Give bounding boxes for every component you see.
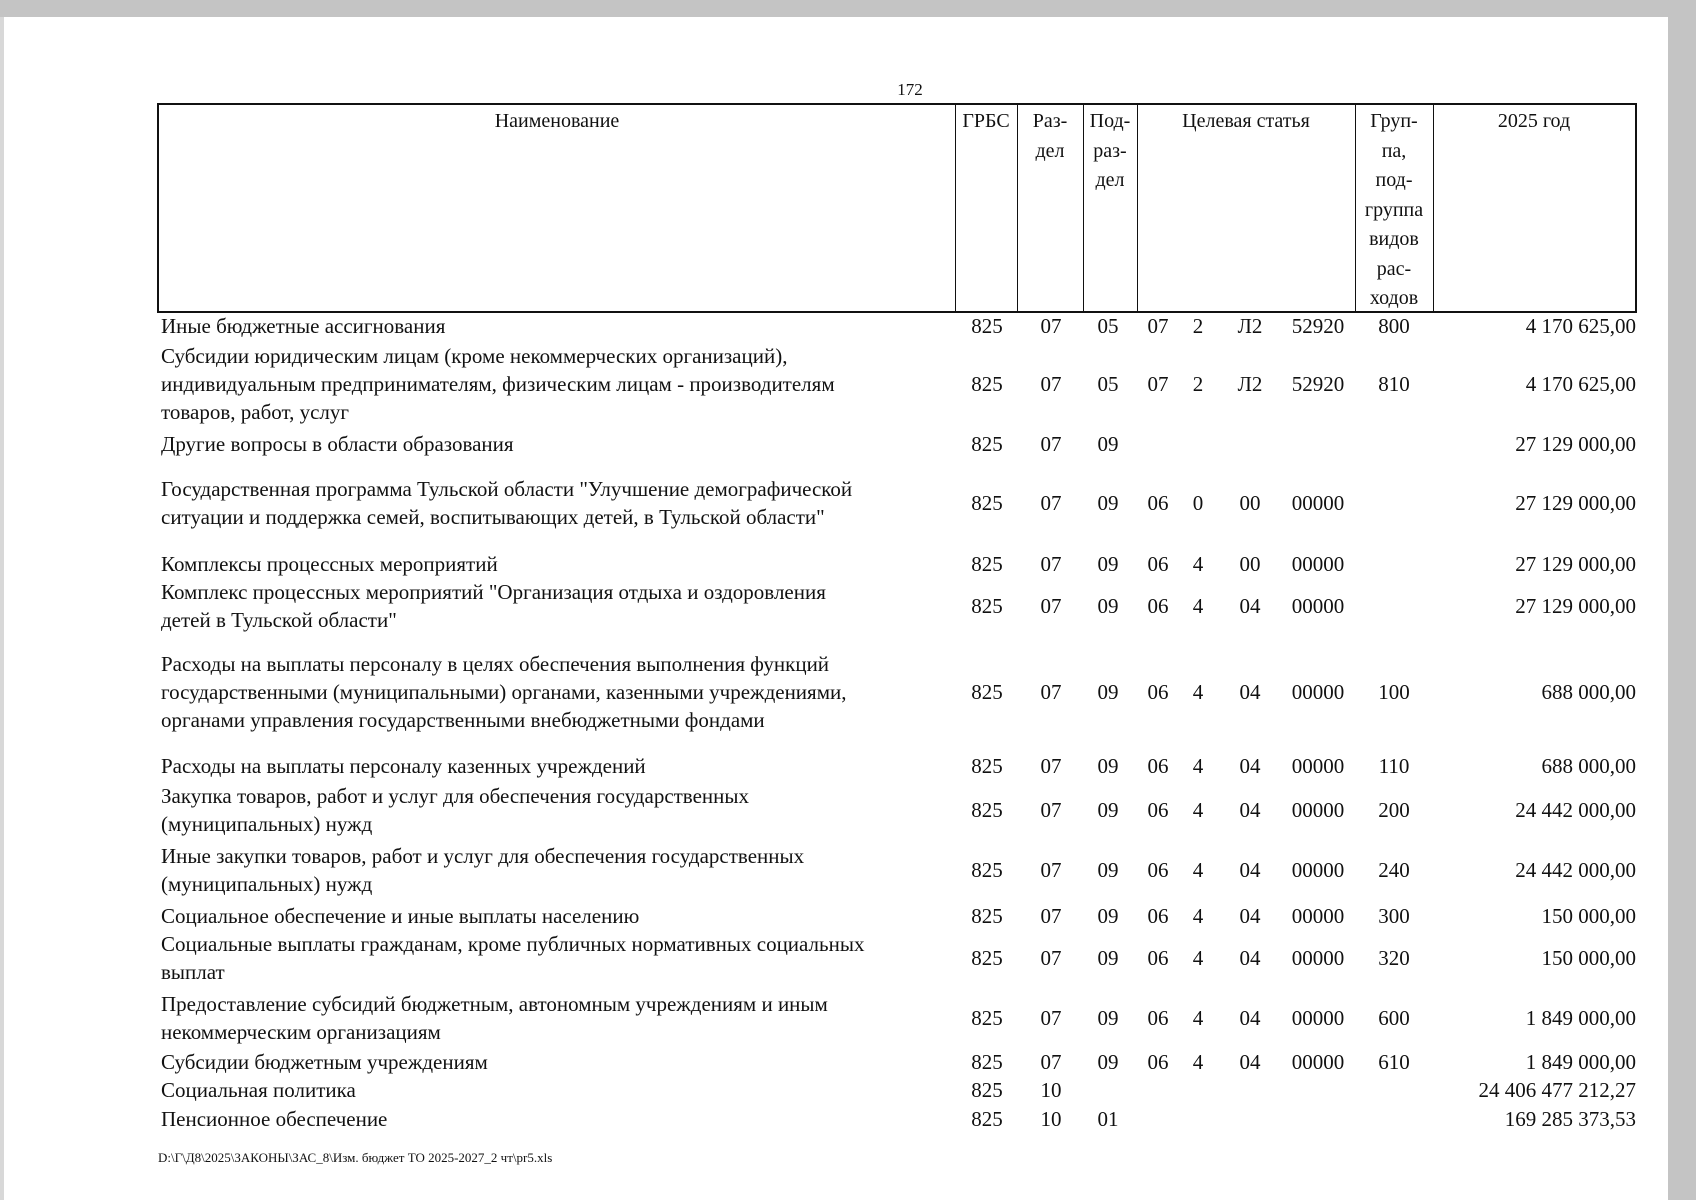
cell-amount: 688 000,00 [1541, 680, 1636, 704]
header-target-article: Целевая статья [1182, 110, 1310, 132]
cell-podrazdel: 09 [1097, 858, 1119, 882]
cell-podrazdel: 09 [1097, 946, 1119, 970]
cell-target-subprogram: 4 [1192, 594, 1204, 618]
cell-target-program: 06 [1147, 594, 1169, 618]
table-row [0, 550, 1696, 578]
table-row [0, 930, 1696, 986]
table-row [0, 475, 1696, 531]
cell-target-program: 06 [1147, 754, 1169, 778]
cell-target-direction: 52920 [1291, 314, 1345, 338]
cell-target-direction: 00000 [1291, 754, 1345, 778]
cell-target-direction: 00000 [1291, 1050, 1345, 1074]
cell-grbs: 825 [971, 858, 1003, 882]
cell-grbs: 825 [971, 372, 1003, 396]
cell-target-element: 04 [1239, 1050, 1261, 1074]
cell-razdel: 07 [1040, 754, 1062, 778]
cell-podrazdel: 09 [1097, 594, 1119, 618]
table-row [0, 1076, 1696, 1104]
cell-name: Социальные выплаты гражданам, кроме публичных нормативных социальных выплат [161, 932, 865, 984]
cell-podrazdel: 09 [1097, 432, 1119, 456]
cell-target-program: 07 [1147, 372, 1169, 396]
table-row [0, 342, 1696, 426]
table-row [0, 1105, 1696, 1133]
cell-amount: 4 170 625,00 [1525, 372, 1636, 396]
cell-grbs: 825 [971, 1050, 1003, 1074]
cell-amount: 169 285 373,53 [1504, 1107, 1636, 1131]
cell-target-direction: 00000 [1291, 946, 1345, 970]
cell-grbs: 825 [971, 432, 1003, 456]
cell-target-element: 04 [1239, 1006, 1261, 1030]
file-path-footer: D:\Г\Д8\2025\ЗАКОНЫ\ЗАС_8\Изм. бюджет ТО 2025-2027_2 чт\pr5.xls [158, 1150, 553, 1165]
cell-target-direction: 52920 [1291, 372, 1345, 396]
table-row [0, 1048, 1696, 1076]
cell-grbs: 825 [971, 798, 1003, 822]
cell-podrazdel: 09 [1097, 904, 1119, 928]
cell-target-subprogram: 4 [1192, 1050, 1204, 1074]
cell-target-element: 04 [1239, 798, 1261, 822]
cell-target-subprogram: 4 [1192, 858, 1204, 882]
cell-grbs: 825 [971, 754, 1003, 778]
cell-expense-group: 810 [1378, 372, 1410, 396]
table-row [0, 578, 1696, 634]
table-row [0, 990, 1696, 1046]
cell-target-element: 00 [1239, 552, 1261, 576]
cell-name: Государственная программа Тульской области "Улучшение демографической ситуации и поддержка семей, воспитывающих детей, в Тульской области" [161, 477, 853, 529]
table-header [157, 103, 1637, 313]
cell-name: Предоставление субсидий бюджетным, автономным учреждениям и иным некоммерческим организациям [161, 992, 828, 1044]
cell-name: Комплексы процессных мероприятий [161, 552, 498, 576]
cell-target-direction: 00000 [1291, 858, 1345, 882]
cell-expense-group: 110 [1378, 754, 1410, 778]
table-row [0, 650, 1696, 734]
cell-razdel: 07 [1040, 314, 1062, 338]
cell-name: Другие вопросы в области образования [161, 432, 514, 456]
cell-name: Субсидии бюджетным учреждениям [161, 1050, 488, 1074]
cell-target-program: 07 [1147, 314, 1169, 338]
cell-podrazdel: 09 [1097, 491, 1119, 515]
cell-amount: 24 442 000,00 [1515, 798, 1636, 822]
cell-target-program: 06 [1147, 946, 1169, 970]
cell-target-direction: 00000 [1291, 680, 1345, 704]
cell-grbs: 825 [971, 946, 1003, 970]
cell-amount: 27 129 000,00 [1515, 432, 1636, 456]
cell-target-program: 06 [1147, 798, 1169, 822]
header-podrazdel: Под- раз- дел [1089, 110, 1131, 191]
cell-target-element: Л2 [1237, 372, 1263, 396]
cell-target-direction: 00000 [1291, 1006, 1345, 1030]
cell-amount: 27 129 000,00 [1515, 594, 1636, 618]
cell-expense-group: 200 [1378, 798, 1410, 822]
cell-expense-group: 600 [1378, 1006, 1410, 1030]
cell-target-subprogram: 4 [1192, 1006, 1204, 1030]
cell-amount: 1 849 000,00 [1525, 1050, 1636, 1074]
cell-target-subprogram: 2 [1192, 314, 1204, 338]
cell-razdel: 07 [1040, 680, 1062, 704]
cell-amount: 24 406 477 212,27 [1478, 1078, 1636, 1102]
table-row [0, 902, 1696, 930]
cell-razdel: 07 [1040, 904, 1062, 928]
cell-amount: 27 129 000,00 [1515, 552, 1636, 576]
cell-expense-group: 320 [1378, 946, 1410, 970]
cell-target-program: 06 [1147, 680, 1169, 704]
table-row [0, 782, 1696, 838]
cell-amount: 1 849 000,00 [1525, 1006, 1636, 1030]
cell-target-program: 06 [1147, 491, 1169, 515]
cell-target-direction: 00000 [1291, 904, 1345, 928]
cell-podrazdel: 05 [1097, 372, 1119, 396]
cell-amount: 150 000,00 [1541, 946, 1636, 970]
cell-target-program: 06 [1147, 552, 1169, 576]
cell-target-subprogram: 4 [1192, 946, 1204, 970]
cell-grbs: 825 [971, 552, 1003, 576]
cell-grbs: 825 [971, 904, 1003, 928]
header-name: Наименование [494, 110, 620, 132]
cell-name: Расходы на выплаты персоналу в целях обеспечения выполнения функций государственными (муниципальными) органами, казенными учреждениями, органами управления государственными внебюджетными фондами [161, 652, 847, 732]
cell-podrazdel: 09 [1097, 754, 1119, 778]
cell-target-subprogram: 0 [1192, 491, 1204, 515]
cell-target-subprogram: 4 [1192, 552, 1204, 576]
header-year: 2025 год [1497, 110, 1571, 132]
cell-amount: 4 170 625,00 [1525, 314, 1636, 338]
cell-target-subprogram: 4 [1192, 754, 1204, 778]
cell-target-element: 04 [1239, 858, 1261, 882]
cell-grbs: 825 [971, 314, 1003, 338]
cell-target-element: 04 [1239, 946, 1261, 970]
cell-podrazdel: 09 [1097, 1050, 1119, 1074]
table-row [0, 752, 1696, 780]
cell-podrazdel: 05 [1097, 314, 1119, 338]
cell-expense-group: 300 [1378, 904, 1410, 928]
cell-razdel: 07 [1040, 798, 1062, 822]
cell-name: Закупка товаров, работ и услуг для обеспечения государственных (муниципальных) нужд [161, 784, 750, 836]
cell-target-direction: 00000 [1291, 552, 1345, 576]
cell-grbs: 825 [971, 680, 1003, 704]
cell-razdel: 07 [1040, 491, 1062, 515]
cell-podrazdel: 01 [1097, 1107, 1119, 1131]
cell-grbs: 825 [971, 594, 1003, 618]
cell-grbs: 825 [971, 1078, 1003, 1102]
table-row [0, 430, 1696, 458]
cell-target-element: 04 [1239, 680, 1261, 704]
cell-target-subprogram: 2 [1192, 372, 1204, 396]
table-row [0, 842, 1696, 898]
cell-grbs: 825 [971, 1107, 1003, 1131]
cell-podrazdel: 09 [1097, 552, 1119, 576]
cell-razdel: 07 [1040, 432, 1062, 456]
cell-target-element: 04 [1239, 904, 1261, 928]
header-razdel: Раз- дел [1032, 110, 1068, 162]
cell-podrazdel: 09 [1097, 798, 1119, 822]
cell-podrazdel: 09 [1097, 1006, 1119, 1030]
cell-target-program: 06 [1147, 1006, 1169, 1030]
page-number: 172 [897, 80, 923, 99]
scan-top-margin [0, 0, 1696, 17]
header-grbs: ГРБС [962, 110, 1010, 132]
cell-target-element: 00 [1239, 491, 1261, 515]
cell-expense-group: 100 [1378, 680, 1410, 704]
cell-razdel: 07 [1040, 372, 1062, 396]
cell-name: Социальная политика [161, 1078, 356, 1102]
cell-razdel: 07 [1040, 1050, 1062, 1074]
cell-target-program: 06 [1147, 1050, 1169, 1074]
cell-target-element: Л2 [1237, 314, 1263, 338]
cell-amount: 27 129 000,00 [1515, 491, 1636, 515]
cell-target-element: 04 [1239, 594, 1261, 618]
cell-razdel: 07 [1040, 594, 1062, 618]
cell-expense-group: 610 [1378, 1050, 1410, 1074]
cell-amount: 688 000,00 [1541, 754, 1636, 778]
cell-grbs: 825 [971, 1006, 1003, 1030]
cell-target-subprogram: 4 [1192, 904, 1204, 928]
cell-name: Расходы на выплаты персоналу казенных учреждений [161, 754, 646, 778]
cell-podrazdel: 09 [1097, 680, 1119, 704]
cell-name: Субсидии юридическим лицам (кроме некоммерческих организаций), индивидуальным предпринимателям, физическим лицам - производителям товаров, работ, услуг [161, 344, 835, 424]
cell-target-direction: 00000 [1291, 798, 1345, 822]
cell-name: Иные бюджетные ассигнования [161, 314, 446, 338]
cell-razdel: 10 [1040, 1107, 1062, 1131]
cell-razdel: 07 [1040, 1006, 1062, 1030]
cell-amount: 24 442 000,00 [1515, 858, 1636, 882]
cell-target-element: 04 [1239, 754, 1261, 778]
cell-razdel: 07 [1040, 858, 1062, 882]
cell-grbs: 825 [971, 491, 1003, 515]
cell-target-subprogram: 4 [1192, 680, 1204, 704]
cell-target-program: 06 [1147, 904, 1169, 928]
cell-target-direction: 00000 [1291, 594, 1345, 618]
cell-razdel: 10 [1040, 1078, 1062, 1102]
cell-expense-group: 240 [1378, 858, 1410, 882]
cell-target-subprogram: 4 [1192, 798, 1204, 822]
cell-razdel: 07 [1040, 946, 1062, 970]
cell-name: Социальное обеспечение и иные выплаты населению [161, 904, 640, 928]
cell-target-direction: 00000 [1291, 491, 1345, 515]
cell-razdel: 07 [1040, 552, 1062, 576]
table-row [0, 312, 1696, 340]
cell-name: Пенсионное обеспечение [161, 1107, 388, 1131]
cell-expense-group: 800 [1378, 314, 1410, 338]
cell-target-program: 06 [1147, 858, 1169, 882]
header-expense-group: Груп- па, под- группа видов рас- ходов [1364, 110, 1424, 309]
cell-name: Комплекс процессных мероприятий "Организация отдыха и оздоровления детей в Тульской области" [161, 580, 826, 632]
cell-name: Иные закупки товаров, работ и услуг для обеспечения государственных (муниципальных) нужд [161, 844, 805, 896]
cell-amount: 150 000,00 [1541, 904, 1636, 928]
